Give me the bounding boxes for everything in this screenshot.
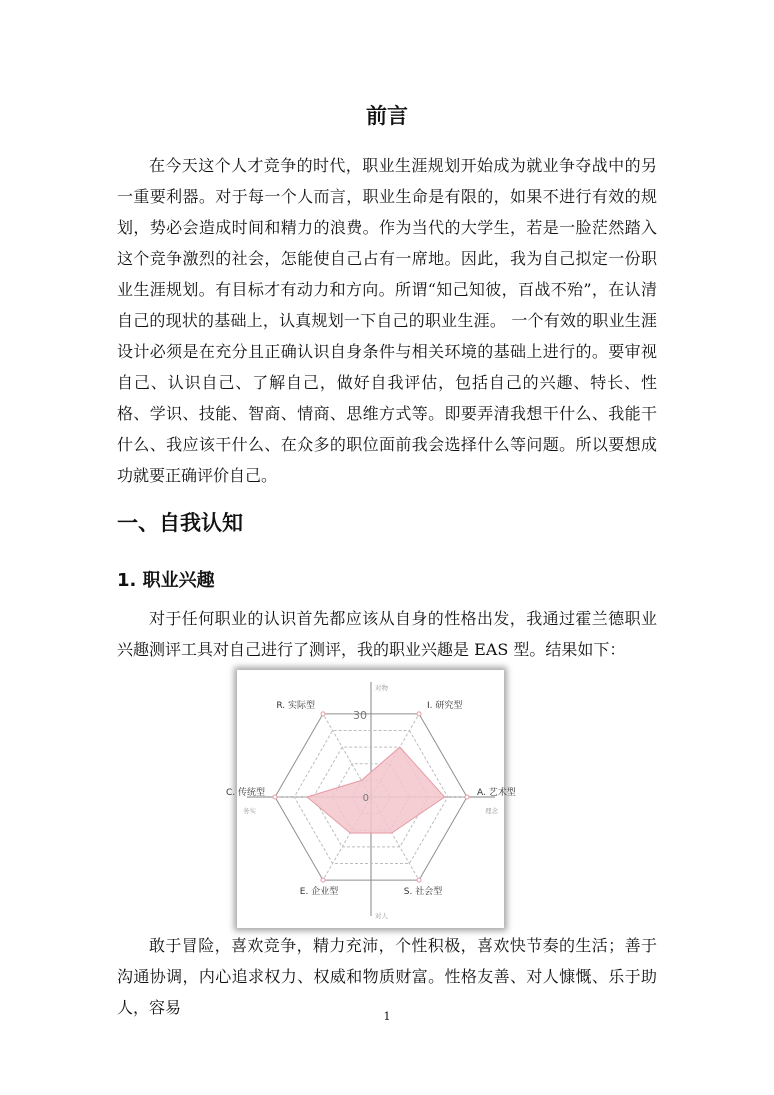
page-number: 1	[383, 1010, 391, 1023]
intro-paragraph: 在今天这个人才竞争的时代，职业生涯规划开始成为就业争夺战中的另一重要利器。对于每一个人而言，职业生命是有限的，如果不进行有效的规划，势必会造成时间和精力的浪费。作为当代的大学生，若是一脸茫然踏入这个竞争激烈的社会，怎能使自己占有一席地。因此，我为自己拟定一份职业生涯规划。有目标才有动力和方向。所谓“知己知彼，百战不殆”，在认清自己的现状的基础上，认真规划一下自己的职业生涯。 一个有效的职业生涯设计必须是在充分且正确认识自身条件与相关环境的基础上进行的。要审视自己、认识自己、了解自己，做好自我评估，包括自己的兴趣、特长、性格、学识、技能、智商、情商、思维方式等。即要弄清我想干什么、我能干什么、我应该干什么、在众多的职位面前我会选择什么等问题。所以要想成功就要正确评价自己。	[117, 156, 657, 485]
axis-label-0: I. 研究型	[427, 700, 463, 711]
vertex-marker-2	[417, 878, 421, 882]
interest-paragraph: 对于任何职业的认识首先都应该从自身的性格出发，我通过霍兰德职业兴趣测评工具对自己进行了测评，我的职业兴趣是 EAS 型。结果如下：	[117, 609, 657, 659]
quadrant-label-right: 理念	[485, 807, 498, 815]
holland-radar-chart	[225, 670, 516, 928]
vertex-marker-3	[321, 878, 325, 882]
tick-label-zero: 0	[362, 793, 369, 804]
section-heading-self-awareness: 一、自我认知	[117, 511, 243, 535]
quadrant-label-top: 对物	[375, 684, 388, 692]
quadrant-label-left: 务实	[243, 807, 256, 815]
radar-chart-svg	[225, 670, 516, 928]
page-title: 前言	[366, 103, 408, 128]
axis-label-5: R. 实际型	[276, 700, 315, 711]
subsection-heading-career-interest: 1. 职业兴趣	[117, 570, 215, 591]
quadrant-label-bottom: 对人	[375, 912, 388, 920]
vertex-marker-1	[465, 795, 469, 799]
vertex-marker-0	[417, 712, 421, 716]
axis-label-4: C. 传统型	[225, 788, 265, 798]
data-area	[307, 747, 445, 833]
tick-label-max: 30	[353, 709, 367, 722]
axis-label-2: S. 社会型	[403, 887, 443, 898]
vertex-marker-5	[321, 712, 325, 716]
vertex-marker-4	[273, 795, 277, 799]
axis-label-1: A. 艺术型	[477, 788, 516, 798]
result-paragraph: 敢于冒险，喜欢竞争，精力充沛，个性积极，喜欢快节奏的生活；善于沟通协调，内心追求权力、权威和物质财富。性格友善、对人慷慨、乐于助人，容易	[117, 936, 657, 1017]
axis-label-3: E. 企业型	[299, 887, 339, 898]
